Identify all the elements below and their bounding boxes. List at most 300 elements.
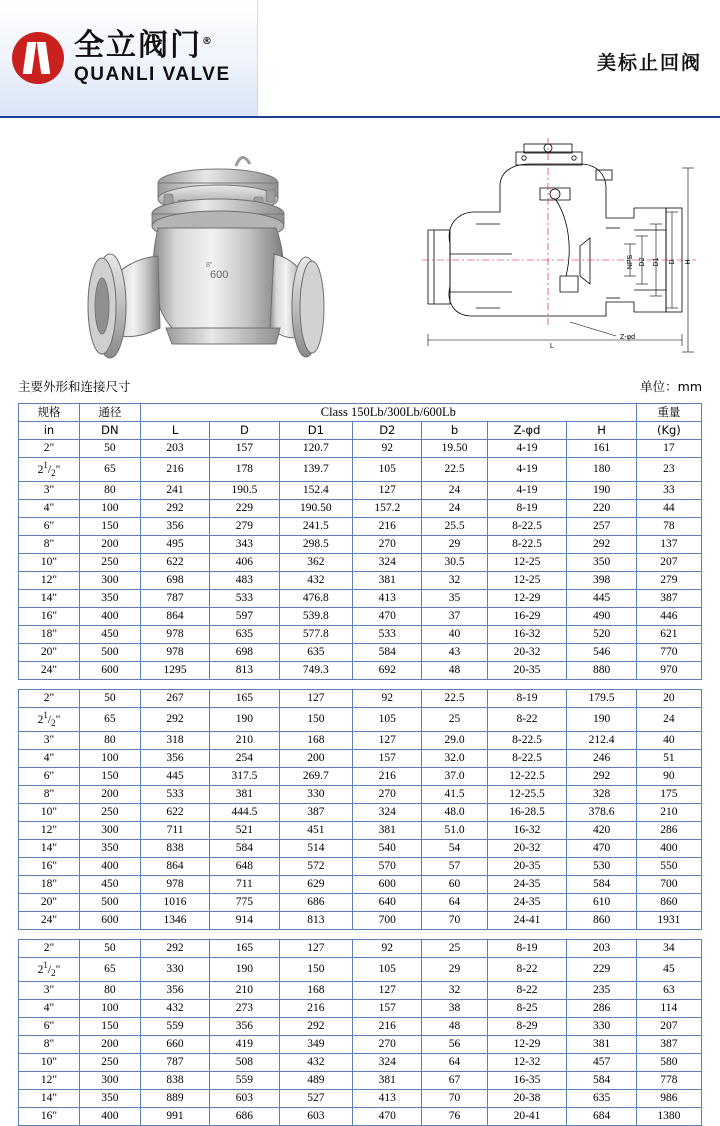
header-class-range: Class 150Lb/300Lb/600Lb — [140, 404, 636, 422]
table-row — [19, 536, 702, 554]
table-cell: 157 — [353, 750, 422, 768]
table-cell: 241 — [140, 482, 209, 500]
table-cell: 387 — [279, 804, 353, 822]
table-cell: 43 — [422, 644, 487, 662]
company-logo — [0, 0, 258, 116]
table-cell: 178 — [210, 458, 279, 482]
table-cell: 16-29 — [487, 608, 567, 626]
table-cell: 533 — [140, 786, 209, 804]
table-cell: 432 — [140, 1000, 209, 1018]
table-cell: 250 — [79, 804, 140, 822]
table-cell: 200 — [79, 536, 140, 554]
table-cell: 698 — [140, 572, 209, 590]
table-cell: 446 — [636, 608, 701, 626]
logo-chinese-name: 全立阀门® — [74, 28, 214, 64]
page-header — [0, 0, 720, 118]
table-cell: 550 — [636, 858, 701, 876]
table-cell: 540 — [353, 840, 422, 858]
table-cell: 8" — [19, 536, 80, 554]
table-cell: 190 — [567, 482, 636, 500]
table-cell: 29.0 — [422, 732, 487, 750]
table-cell: 640 — [353, 894, 422, 912]
header-in: in — [19, 422, 80, 440]
table-cell: 54 — [422, 840, 487, 858]
table-cell: 350 — [79, 1090, 140, 1108]
table-cell: 8" — [19, 786, 80, 804]
header-zd: Z-φd — [487, 422, 567, 440]
table-cell: 12-29 — [487, 590, 567, 608]
table-cell: 207 — [636, 554, 701, 572]
table-cell: 470 — [353, 608, 422, 626]
table-cell: 51 — [636, 750, 701, 768]
table-cell: 257 — [567, 518, 636, 536]
table-cell: 400 — [636, 840, 701, 858]
table-cell: 24 — [422, 482, 487, 500]
table-cell: 18" — [19, 626, 80, 644]
table-cell: 8-25 — [487, 1000, 567, 1018]
table-cell: 8" — [19, 1036, 80, 1054]
table-cell: 105 — [353, 708, 422, 732]
table-cell: 476.8 — [279, 590, 353, 608]
table-cell: 559 — [210, 1072, 279, 1090]
header-dn: DN — [79, 422, 140, 440]
table-cell: 580 — [636, 1054, 701, 1072]
table-cell: 292 — [567, 768, 636, 786]
table-cell: 8-19 — [487, 940, 567, 958]
table-cell: 20-32 — [487, 644, 567, 662]
table-cell: 32 — [422, 982, 487, 1000]
table-cell: 16-35 — [487, 1072, 567, 1090]
svg-text:H: H — [685, 259, 692, 265]
table-cell: 2" — [19, 940, 80, 958]
table-cell: 203 — [567, 940, 636, 958]
table-cell: 292 — [140, 500, 209, 518]
table-cell: 137 — [636, 536, 701, 554]
svg-text:8": 8" — [206, 262, 213, 269]
table-cell: 8-22.5 — [487, 750, 567, 768]
table-cell: 150 — [79, 1018, 140, 1036]
table-row — [19, 940, 702, 958]
table-row — [19, 662, 702, 680]
table-cell: 190 — [210, 958, 279, 982]
table-cell: 559 — [140, 1018, 209, 1036]
table-cell: 127 — [353, 732, 422, 750]
table-cell: 324 — [353, 1054, 422, 1072]
table-cell: 45 — [636, 958, 701, 982]
table-cell: 70 — [422, 912, 487, 930]
table-row — [19, 958, 702, 982]
table-cell: 838 — [140, 1072, 209, 1090]
table-cell: 12" — [19, 822, 80, 840]
table-cell: 12" — [19, 572, 80, 590]
table-cell: 533 — [353, 626, 422, 644]
table-cell: 711 — [210, 876, 279, 894]
table-cell: 80 — [79, 982, 140, 1000]
table-cell: 2" — [19, 440, 80, 458]
table-cell: 330 — [567, 1018, 636, 1036]
table-cell: 216 — [353, 1018, 422, 1036]
table-cell: 324 — [353, 554, 422, 572]
table-cell: 127 — [279, 690, 353, 708]
logo-english-name: QUANLI VALVE — [74, 64, 231, 86]
table-cell: 22.5 — [422, 690, 487, 708]
table-cell: 57 — [422, 858, 487, 876]
table-cell: 10" — [19, 554, 80, 572]
table-cell: 356 — [210, 1018, 279, 1036]
table-cell: 157.2 — [353, 500, 422, 518]
table-cell: 864 — [140, 608, 209, 626]
table-row — [19, 500, 702, 518]
table-cell: 50 — [79, 690, 140, 708]
table-cell: 698 — [210, 644, 279, 662]
table-cell: 8-22.5 — [487, 732, 567, 750]
table-cell: 4" — [19, 500, 80, 518]
table-cell: 165 — [210, 690, 279, 708]
table-cell: 24" — [19, 912, 80, 930]
table-cell: 76 — [422, 1108, 487, 1126]
table-cell: 65 — [79, 458, 140, 482]
table-cell: 20-35 — [487, 662, 567, 680]
table-caption-row — [0, 377, 720, 399]
table-cell: 216 — [140, 458, 209, 482]
table-cell: 419 — [210, 1036, 279, 1054]
table-row — [19, 1000, 702, 1018]
table-row — [19, 1054, 702, 1072]
table-cell: 14" — [19, 590, 80, 608]
table-cell: 330 — [279, 786, 353, 804]
table-cell: 37 — [422, 608, 487, 626]
table-cell: 12-22.5 — [487, 768, 567, 786]
table-cell: 20-32 — [487, 840, 567, 858]
table-cell: 570 — [353, 858, 422, 876]
table-cell: 16" — [19, 1108, 80, 1126]
svg-text:D1: D1 — [653, 257, 660, 267]
table-cell: 279 — [210, 518, 279, 536]
table-cell: 270 — [353, 536, 422, 554]
table-cell: 381 — [353, 572, 422, 590]
table-cell: 978 — [140, 876, 209, 894]
table-cell: 20-38 — [487, 1090, 567, 1108]
table-cell: 180 — [567, 458, 636, 482]
table-cell: 584 — [567, 1072, 636, 1090]
table-cell: 600 — [79, 912, 140, 930]
table-cell: 16-32 — [487, 626, 567, 644]
table-cell: 584 — [210, 840, 279, 858]
logo-text — [74, 29, 231, 87]
table-cell: 860 — [636, 894, 701, 912]
table-cell: 216 — [353, 518, 422, 536]
table-cell: $2^1/_2$" — [19, 708, 80, 732]
table-cell: 51.0 — [422, 822, 487, 840]
table-cell: 56 — [422, 1036, 487, 1054]
header-weight-cn: 重量 — [636, 404, 701, 422]
table-cell: 450 — [79, 626, 140, 644]
table-cell: 235 — [567, 982, 636, 1000]
table-cell: 20 — [636, 690, 701, 708]
table-cell: 246 — [567, 750, 636, 768]
table-cell: 92 — [353, 690, 422, 708]
table-cell: 16-32 — [487, 822, 567, 840]
table-row — [19, 982, 702, 1000]
table-cell: 105 — [353, 458, 422, 482]
table-cell: 648 — [210, 858, 279, 876]
table-cell: 250 — [79, 554, 140, 572]
table-cell: 35 — [422, 590, 487, 608]
table-cell: 270 — [353, 1036, 422, 1054]
table-cell: 413 — [353, 1090, 422, 1108]
table-cell: 152.4 — [279, 482, 353, 500]
table-cell: 350 — [79, 840, 140, 858]
table-cell: 577.8 — [279, 626, 353, 644]
table-cell: 20-41 — [487, 1108, 567, 1126]
table-row — [19, 876, 702, 894]
table-cell: 860 — [567, 912, 636, 930]
table-cell: 300 — [79, 822, 140, 840]
table-cell: 210 — [210, 732, 279, 750]
table-cell: 270 — [353, 786, 422, 804]
table-cell: 450 — [79, 876, 140, 894]
table-cell: 12-25.5 — [487, 786, 567, 804]
valve-technical-drawing — [420, 126, 700, 361]
table-cell: 8-22.5 — [487, 536, 567, 554]
table-cell: 2" — [19, 690, 80, 708]
table-cell: 350 — [567, 554, 636, 572]
table-row — [19, 1072, 702, 1090]
table-cell: 12-32 — [487, 1054, 567, 1072]
table-cell: 292 — [140, 708, 209, 732]
table-cell: 451 — [279, 822, 353, 840]
figure-area — [0, 118, 720, 373]
table-cell: 300 — [79, 572, 140, 590]
table-cell: 12-29 — [487, 1036, 567, 1054]
header-D: D — [210, 422, 279, 440]
table-cell: 520 — [567, 626, 636, 644]
svg-text:D2: D2 — [639, 257, 646, 267]
table-cell: 413 — [353, 590, 422, 608]
table-cell: 150 — [279, 708, 353, 732]
table-cell: 914 — [210, 912, 279, 930]
table-cell: 25.5 — [422, 518, 487, 536]
table-cell: 622 — [140, 804, 209, 822]
table-cell: 24-35 — [487, 894, 567, 912]
table-cell: 32.0 — [422, 750, 487, 768]
table-cell: 80 — [79, 482, 140, 500]
table-cell: 20" — [19, 894, 80, 912]
table-cell: 6" — [19, 1018, 80, 1036]
table-cell: 330 — [140, 958, 209, 982]
table-cell: 495 — [140, 536, 209, 554]
table-cell: 381 — [210, 786, 279, 804]
table-cell: $2^1/_2$" — [19, 458, 80, 482]
table-cell: 105 — [353, 958, 422, 982]
table-cell: 40 — [636, 732, 701, 750]
table-cell: 70 — [422, 1090, 487, 1108]
table-cell: 29 — [422, 536, 487, 554]
header-bore-cn: 通径 — [79, 404, 140, 422]
table-cell: 1346 — [140, 912, 209, 930]
table-cell: 597 — [210, 608, 279, 626]
table-cell: 400 — [79, 608, 140, 626]
table-cell: 190.5 — [210, 482, 279, 500]
table-cell: 216 — [279, 1000, 353, 1018]
dimension-table-group-3 — [18, 939, 702, 1126]
table-cell: 381 — [353, 822, 422, 840]
table-cell: 150 — [279, 958, 353, 982]
table-cell: 343 — [210, 536, 279, 554]
table-cell: 546 — [567, 644, 636, 662]
table-cell: 387 — [636, 1036, 701, 1054]
table-cell: 381 — [567, 1036, 636, 1054]
table-cell: 635 — [210, 626, 279, 644]
table-cell: 978 — [140, 626, 209, 644]
table-cell: 100 — [79, 500, 140, 518]
table-cell: 127 — [279, 940, 353, 958]
table-cell: 48 — [422, 1018, 487, 1036]
table-cell: 24-35 — [487, 876, 567, 894]
table-cell: 400 — [79, 858, 140, 876]
table-cell: 179.5 — [567, 690, 636, 708]
table-cell: 292 — [279, 1018, 353, 1036]
table-row — [19, 590, 702, 608]
table-cell: 200 — [279, 750, 353, 768]
table-cell: 48.0 — [422, 804, 487, 822]
table-row — [19, 840, 702, 858]
table-cell: 19.50 — [422, 440, 487, 458]
table-cell: 92 — [353, 440, 422, 458]
svg-text:D: D — [669, 259, 676, 265]
table-cell: 1380 — [636, 1108, 701, 1126]
table-cell: 1016 — [140, 894, 209, 912]
table-cell: 17 — [636, 440, 701, 458]
table-cell: 24 — [422, 500, 487, 518]
table-cell: 603 — [279, 1108, 353, 1126]
table-cell: 621 — [636, 626, 701, 644]
table-cell: 12-25 — [487, 554, 567, 572]
table-cell: 161 — [567, 440, 636, 458]
table-cell: 168 — [279, 732, 353, 750]
table-cell: 292 — [140, 940, 209, 958]
table-row — [19, 1018, 702, 1036]
valve-photograph — [40, 128, 330, 368]
table-cell: 8-19 — [487, 690, 567, 708]
table-cell: 356 — [140, 750, 209, 768]
table-cell: 8-22 — [487, 982, 567, 1000]
table-cell: 521 — [210, 822, 279, 840]
table-cell: 787 — [140, 590, 209, 608]
table-cell: 400 — [79, 1108, 140, 1126]
table-cell: 292 — [567, 536, 636, 554]
table-cell: 813 — [279, 912, 353, 930]
dimension-table-group-2 — [18, 689, 702, 930]
table-cell: 165 — [210, 940, 279, 958]
table-cell: 229 — [210, 500, 279, 518]
table-cell: 190 — [210, 708, 279, 732]
table-cell: 328 — [567, 786, 636, 804]
table-cell: 838 — [140, 840, 209, 858]
table-cell: 65 — [79, 708, 140, 732]
table-cell: 16" — [19, 608, 80, 626]
table-cell: 67 — [422, 1072, 487, 1090]
table-cell: 150 — [79, 768, 140, 786]
table-body-1 — [19, 440, 702, 680]
table-cell: 8-29 — [487, 1018, 567, 1036]
table-row — [19, 768, 702, 786]
table-cell: 445 — [140, 768, 209, 786]
table-cell: 190.50 — [279, 500, 353, 518]
header-D2: D2 — [353, 422, 422, 440]
table-cell: 406 — [210, 554, 279, 572]
table-cell: 686 — [210, 1108, 279, 1126]
table-cell: 483 — [210, 572, 279, 590]
header-D1: D1 — [279, 422, 353, 440]
table-cell: 457 — [567, 1054, 636, 1072]
table-cell: 356 — [140, 982, 209, 1000]
table-cell: 6" — [19, 518, 80, 536]
table-cell: 16-28.5 — [487, 804, 567, 822]
table-cell: 381 — [353, 1072, 422, 1090]
table-cell: 100 — [79, 1000, 140, 1018]
table-cell: 317.5 — [210, 768, 279, 786]
svg-text:L: L — [550, 343, 554, 350]
table-cell: 24" — [19, 662, 80, 680]
table-cell: 139.7 — [279, 458, 353, 482]
table-cell: 4-19 — [487, 482, 567, 500]
table-cell: 349 — [279, 1036, 353, 1054]
table-cell: 25 — [422, 940, 487, 958]
header-b: b — [422, 422, 487, 440]
table-row — [19, 644, 702, 662]
table-cell: 150 — [79, 518, 140, 536]
table-cell: 16" — [19, 858, 80, 876]
table-cell: 889 — [140, 1090, 209, 1108]
table-cell: 530 — [567, 858, 636, 876]
table-cell: 207 — [636, 1018, 701, 1036]
table-cell: 10" — [19, 804, 80, 822]
table-cell: 200 — [79, 1036, 140, 1054]
table-cell: 34 — [636, 940, 701, 958]
table-cell: 749.3 — [279, 662, 353, 680]
table-cell: 50 — [79, 940, 140, 958]
table-header-row-2 — [19, 422, 702, 440]
table-cell: 778 — [636, 1072, 701, 1090]
table-cell: 41.5 — [422, 786, 487, 804]
table-cell: 269.7 — [279, 768, 353, 786]
table-cell: 8-22 — [487, 708, 567, 732]
table-cell: 212.4 — [567, 732, 636, 750]
table-row — [19, 786, 702, 804]
table-row — [19, 822, 702, 840]
table-cell: 8-19 — [487, 500, 567, 518]
table-cell: 50 — [79, 440, 140, 458]
table-cell: 350 — [79, 590, 140, 608]
table-cell: 572 — [279, 858, 353, 876]
table-cell: 168 — [279, 982, 353, 1000]
table-cell: 660 — [140, 1036, 209, 1054]
table-cell: 64 — [422, 1054, 487, 1072]
table-cell: 978 — [140, 644, 209, 662]
table-cell: 114 — [636, 1000, 701, 1018]
table-cell: 420 — [567, 822, 636, 840]
header-spec-cn: 规格 — [19, 404, 80, 422]
table-row — [19, 804, 702, 822]
table-row — [19, 750, 702, 768]
table-row — [19, 554, 702, 572]
table-cell: 48 — [422, 662, 487, 680]
table-cell: 92 — [353, 940, 422, 958]
table-cell: 770 — [636, 644, 701, 662]
table-cell: 600 — [79, 662, 140, 680]
table-cell: 30.5 — [422, 554, 487, 572]
